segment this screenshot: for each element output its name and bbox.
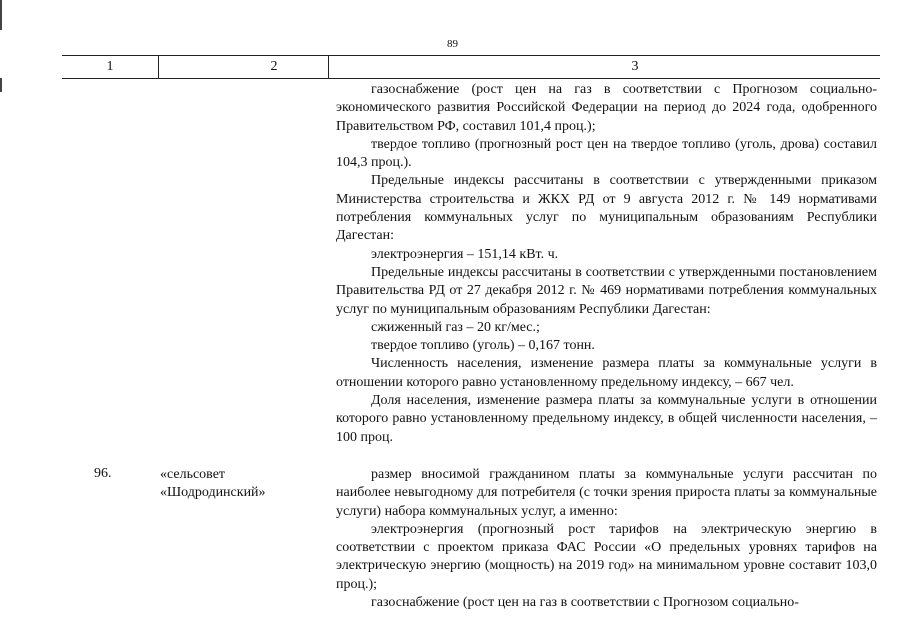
paragraph: электроэнергия (прогнозный рост тарифов на электрическую энергию в соответствии с проектом приказа ФАС России «О предельных уровнях тарифов на электрическую энергию (мощность) на 2019 год» на минимальном уровне составит 103,0 проц.); bbox=[336, 521, 877, 592]
paragraph: размер вносимой гражданином платы за коммунальные услуги рассчитан по наиболее невыгодному для потребителя (с точки зрения прироста платы за коммунальные услуги) набора коммунальных услуг, а именно: bbox=[336, 467, 877, 519]
paragraph: сжиженный газ – 20 кг/мес.; bbox=[371, 319, 540, 335]
paragraph: Доля населения, изменение размера платы за коммунальные услуги в отношении которого равно установленному предельному индексу, в общей численности населения, – 100 проц. bbox=[336, 393, 877, 445]
paragraph: твердое топливо (прогнозный рост цен на твердое топливо (уголь, дрова) составил 104,3 проц.). bbox=[336, 136, 877, 171]
paragraph: Предельные индексы рассчитаны в соответствии с утвержденными постановлением Правительства РД от 27 декабря 2012 г. № 469 нормативами потребления коммунальных услуг по муниципальным образованиям Республики Дагестан: bbox=[336, 264, 877, 317]
table-divider bbox=[158, 55, 159, 78]
continuation-text bbox=[336, 81, 877, 447]
scan-edge-mark bbox=[0, 0, 2, 30]
paragraph: газоснабжение (рост цен на газ в соответствии с Прогнозом социально-экономического развития Российской Федерации на период до 2024 года, одобренного Правительством РФ, составил 101,4 проц.); bbox=[336, 82, 877, 134]
header-col-3: 3 bbox=[631, 59, 639, 74]
paragraph: твердое топливо (уголь) – 0,167 тонн. bbox=[371, 338, 595, 354]
table-divider bbox=[328, 55, 329, 78]
paragraph: газоснабжение (рост цен на газ в соответствии с Прогнозом социально- bbox=[371, 595, 799, 611]
paragraph: электроэнергия – 151,14 кВт. ч. bbox=[371, 246, 559, 262]
row-96-text bbox=[336, 466, 877, 612]
paragraph: Предельные индексы рассчитаны в соответствии с утвержденными приказом Министерства строительства и ЖКХ РД от 9 августа 2012 г. № 149 нормативами потребления коммунальных услуг по муниципальным образованиям Республики Дагестан: bbox=[336, 173, 877, 244]
page-number: 89 bbox=[447, 38, 458, 50]
header-col-1: 1 bbox=[106, 59, 114, 74]
scan-edge-mark bbox=[0, 78, 2, 92]
table-header bbox=[62, 55, 880, 79]
municipality-name: «сельсовет «Шодродинский» bbox=[160, 467, 266, 501]
paragraph: Численность населения, изменение размера платы за коммунальные услуги в отношении которого равно установленному предельному индексу, – 667 чел. bbox=[336, 356, 877, 390]
header-col-2: 2 bbox=[270, 59, 278, 74]
row-number: 96. bbox=[94, 466, 112, 481]
